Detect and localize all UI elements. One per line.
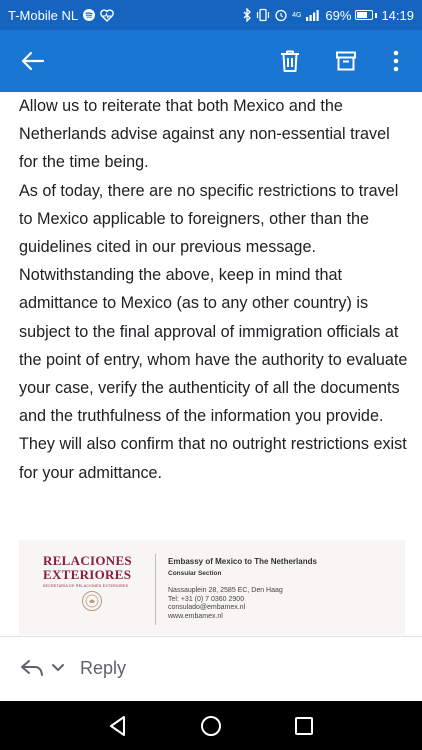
reply-bar[interactable] bbox=[0, 637, 422, 701]
email-signature bbox=[19, 540, 405, 635]
reply-button[interactable]: Reply bbox=[80, 658, 127, 678]
archive-button[interactable] bbox=[331, 46, 361, 76]
coat-of-arms-icon bbox=[81, 590, 103, 612]
logo-line-2: EXTERIORES bbox=[43, 567, 132, 582]
back-arrow-icon bbox=[21, 51, 45, 71]
more-vert-icon bbox=[393, 50, 399, 72]
vibrate-icon bbox=[256, 8, 270, 22]
nav-recents-button[interactable] bbox=[292, 714, 316, 738]
back-button[interactable] bbox=[18, 46, 48, 76]
logo-line-1: RELACIONES bbox=[43, 553, 132, 568]
network-type-text: 4G bbox=[292, 11, 302, 19]
nav-home-button[interactable] bbox=[199, 714, 223, 738]
signature-divider bbox=[155, 554, 156, 625]
status-left bbox=[8, 8, 114, 23]
signature-email[interactable]: consulado@embamex.nl bbox=[168, 604, 246, 612]
heart-monitor-icon bbox=[100, 9, 114, 22]
square-recents-icon bbox=[294, 716, 314, 736]
more-options-button[interactable] bbox=[381, 46, 411, 76]
message-body bbox=[19, 92, 409, 487]
message-paragraph: As of today, there are no specific restrictions to travel to Mexico applicable to foreigners, other than the guidelines cited in our previous message. bbox=[19, 181, 399, 257]
signature-address: Nassauplein 28, 2585 EC, Den Haag bbox=[168, 587, 283, 595]
message-paragraph: Allow us to reiterate that both Mexico and the Netherlands advise against any non-essential travel for the time being. bbox=[19, 97, 390, 172]
signature-section: Consular Section bbox=[168, 569, 222, 577]
status-right bbox=[242, 8, 414, 23]
alarm-icon bbox=[274, 8, 288, 22]
signature-details bbox=[162, 540, 317, 635]
battery-icon bbox=[355, 10, 377, 20]
circle-home-icon bbox=[200, 715, 222, 737]
message-paragraph: Notwithstanding the above, keep in mind that admittance to Mexico (as to any other country) is subject to the final approval of immigration officials at the point of entry, whom have the authority to evaluate your case, verify the authenticity of all the documents and the truthfulness of the information you provide. They will also confirm that no outright restrictions exist for your admittance. bbox=[19, 266, 408, 482]
status-time: 14:19 bbox=[381, 7, 414, 23]
signature-logo bbox=[19, 540, 155, 635]
signature-tel: Tel: +31 (0) 7 0360 2900 bbox=[168, 595, 245, 603]
delete-button[interactable] bbox=[275, 46, 305, 76]
trash-icon bbox=[279, 49, 301, 73]
signature-title: Embassy of Mexico to The Netherlands bbox=[168, 557, 317, 566]
status-bar bbox=[0, 0, 422, 30]
archive-icon bbox=[335, 50, 357, 72]
spotify-icon bbox=[82, 8, 96, 22]
chevron-down-icon[interactable] bbox=[51, 663, 65, 673]
app-bar bbox=[0, 30, 422, 92]
reply-icon[interactable] bbox=[20, 659, 44, 677]
triangle-back-icon bbox=[108, 715, 128, 737]
carrier-label: T-Mobile NL bbox=[8, 7, 79, 23]
signal-icon bbox=[305, 9, 321, 21]
logo-subtitle: SECRETARÍA DE RELACIONES EXTERIORES bbox=[43, 584, 129, 588]
signature-web[interactable]: www.embamex.nl bbox=[168, 612, 223, 620]
nav-back-button[interactable] bbox=[106, 714, 130, 738]
battery-percent: 69% bbox=[325, 7, 352, 23]
navigation-bar bbox=[0, 701, 422, 750]
bluetooth-icon bbox=[242, 8, 252, 22]
network-type-label bbox=[292, 12, 301, 19]
